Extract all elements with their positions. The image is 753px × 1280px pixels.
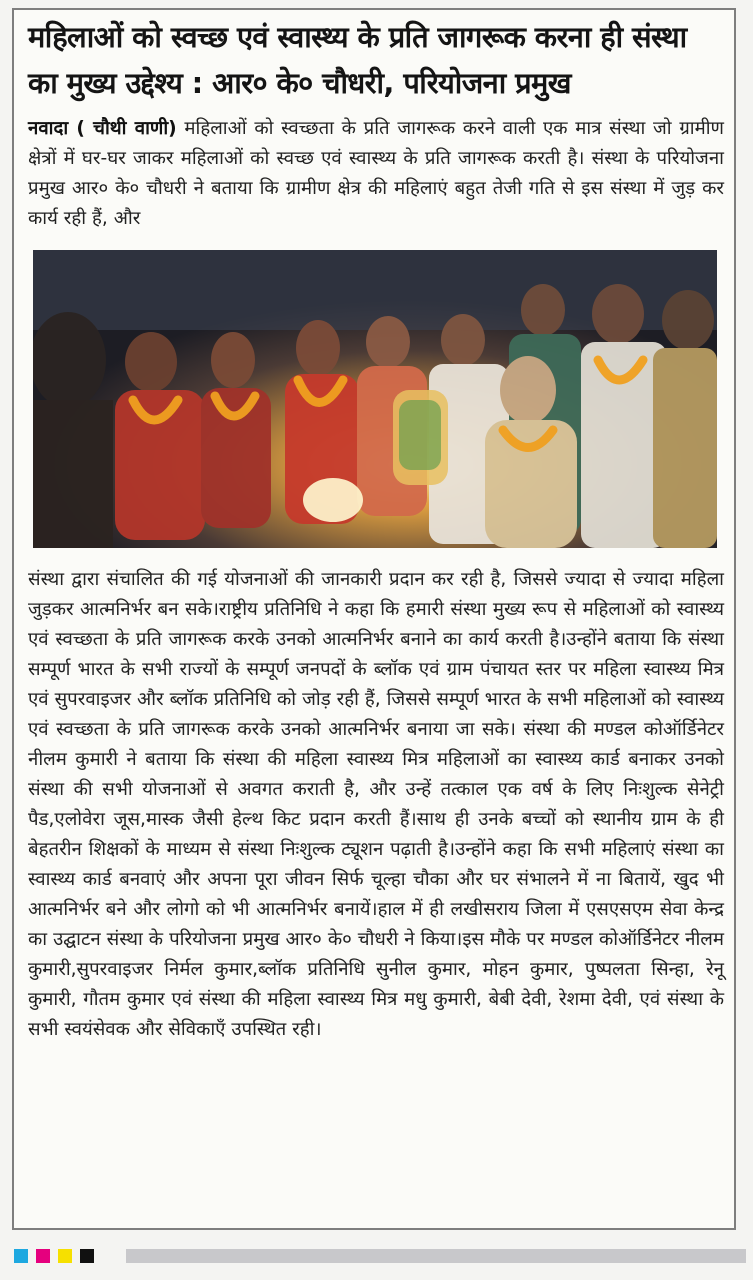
black-mark	[80, 1249, 94, 1263]
color-registration-marks	[14, 1249, 94, 1263]
event-photo	[33, 250, 717, 548]
body-paragraph: संस्था द्वारा संचालित की गई योजनाओं की जानकारी प्रदान कर रही है, जिससे ज्यादा से ज्यादा महिला जुड़कर आत्मनिर्भर बन सके।राष्ट्रीय प्रतिनिधि ने कहा कि हमारी संस्था मुख्य रूप से महिलाओं को स्वास्थ्य एवं स्वच्छता के प्रति जागरूक करके उनको आत्मनिर्भर बनाने का कार्य करती है।उन्होंने बताया कि संस्था सम्पूर्ण भारत के सभी राज्यों के सम्पूर्ण जनपदों के ब्लॉक एवं ग्राम पंचायत स्तर पर महिला स्वास्थ्य मित्र एवं सुपरवाइजर और ब्लॉक प्रतिनिधि को जोड़ रही हैं, जिससे सम्पूर्ण भारत के सभी महिलाओं को स्वास्थ्य एवं स्वच्छता के प्रति जागरूक करके उनको आत्मनिर्भर बनाया जा सके। संस्था की मण्डल कोऑर्डिनेटर नीलम कुमारी ने बताया कि संस्था की महिला स्वास्थ्य मित्र महिलाओं का स्वास्थ्य कार्ड बनाकर उनको संस्था की सभी योजनाओं से अवगत कराती है, और उन्हें तत्काल एक वर्ष के लिए निःशुल्क सेनेट्री पैड,एलोवेरा जूस,मास्क जैसी हेल्थ किट प्रदान करती हैं।साथ ही उनके बच्चों को स्थानीय ग्राम के ही बेहतरीन शिक्षकों के माध्यम से संस्था निःशुल्क ट्यूशन पढ़ाती है।उन्होंने कहा कि सभी महिलाएं संस्था का स्वास्थ्य कार्ड बनवाएं और अपना पूरा जीवन सिर्फ चूल्हा चौका और घर संभालने में ना बितायें, खुद भी आत्मनिर्भर बने और लोगो को भी आत्मनिर्भर बनायें।हाल में ही लखीसराय जिला में एसएसएम सेवा केन्द्र का उद्घाटन संस्था के परियोजना प्रमुख आर० के० चौधरी ने किया।इस मौके पर मण्डल कोऑर्डिनेटर नीलम कुमारी,सुपरवाइजर निर्मल कुमार,ब्लॉक प्रतिनिधि सुनील कुमार, मोहन कुमार, पुष्पलता सिन्हा, रेनू कुमारी, गौतम कुमार एवं संस्था की महिला स्वास्थ्य मित्र मधु कुमारी, बेबी देवी, रेशमा देवी, एवं संस्था के सभी स्वयंसेवक और सेविकाएँ उपस्थित रही।	[28, 569, 724, 1040]
intro-paragraph	[28, 114, 724, 234]
cyan-mark	[14, 1249, 28, 1263]
headline: महिलाओं को स्वच्छ एवं स्वास्थ्य के प्रति जागरूक करना ही संस्था का मुख्य उद्देश्य : आर० के० चौधरी, परियोजना प्रमुख	[28, 20, 687, 100]
footer-bar	[126, 1249, 746, 1263]
yellow-mark	[58, 1249, 72, 1263]
dateline: नवादा ( चौथी वाणी)	[28, 118, 177, 139]
news-clipping	[12, 8, 736, 1230]
intro-text: महिलाओं को स्वच्छता के प्रति जागरूक करने वाली एक मात्र संस्था जो ग्रामीण क्षेत्रों में घर-घर जाकर महिलाओं को स्वच्छ एवं स्वास्थ्य के प्रति जागरूक करती है। संस्था के परियोजना प्रमुख आर० के० चौधरी ने बताया कि ग्रामीण क्षेत्र की महिलाएं बहुत तेजी गति से इस संस्था में जुड़ कर कार्य रही हैं, और	[28, 118, 724, 229]
magenta-mark	[36, 1249, 50, 1263]
